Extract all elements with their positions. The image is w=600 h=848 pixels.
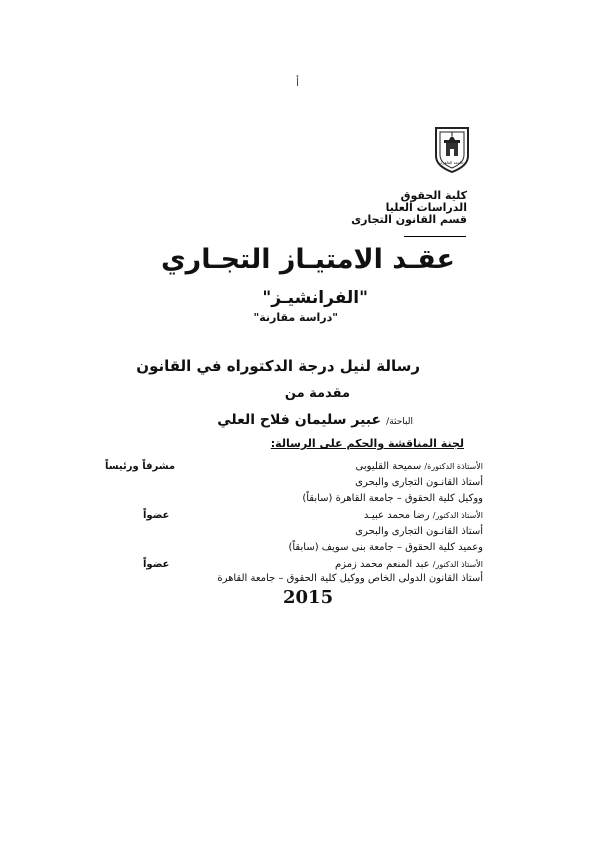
member-name: سميحة القليوبى xyxy=(355,461,422,472)
year: 2015 xyxy=(283,587,334,608)
university-emblem-icon xyxy=(432,126,472,174)
researcher-name: عبير سليمان فلاح العلي xyxy=(217,412,382,428)
graduate-studies: الدراسات العليا xyxy=(385,201,467,214)
submitted-by: مقدمة من xyxy=(284,386,350,401)
researcher-prefix: الباحثة/ xyxy=(386,417,413,427)
college-name: كلية الحقوق xyxy=(400,189,467,202)
committee-heading: لجنة المناقشة والحكم على الرسالة: xyxy=(270,437,464,450)
committee-member-name xyxy=(335,559,483,570)
member-detail: أستاذ القانـون التجارى والبحرى xyxy=(355,477,483,488)
member-title: الأستاذ الدكتور/ xyxy=(432,511,483,520)
member-title: الأستاذة الدكتورة/ xyxy=(424,462,483,471)
subtitle: "الفرانشيـز" xyxy=(262,288,368,308)
thesis-purpose: رسالة لنيل درجة الدكتوراه في القانون xyxy=(136,357,420,375)
member-role: مشرفاً ورئيساً xyxy=(105,461,176,472)
study-type: "دراسة مقارنة" xyxy=(253,311,338,324)
page-number: أ xyxy=(296,76,300,89)
member-detail: ووكيل كلية الحقوق – جامعة القاهرة (سابقاً) xyxy=(302,493,483,504)
member-role: عضواً xyxy=(143,510,170,521)
member-detail: وعميد كلية الحقوق – جامعة بنى سويف (سابقاً) xyxy=(288,542,483,553)
member-role: عضواً xyxy=(143,559,170,570)
researcher xyxy=(217,409,413,428)
member-name: عبد المنعم محمد زمزم xyxy=(334,559,430,570)
faculty-underline xyxy=(404,236,466,237)
faculty-block xyxy=(351,190,467,226)
committee-member-name xyxy=(356,461,483,472)
member-detail: أستاذ القانون الدولى الخاص ووكيل كلية الحقوق – جامعة القاهرة xyxy=(217,573,483,584)
member-name: رضا محمد عبيـد xyxy=(363,510,430,521)
main-title: عقـد الامتيـاز التجـاري xyxy=(160,244,455,275)
committee-member-name xyxy=(364,510,483,521)
department-name: قسم القانون التجارى xyxy=(351,213,467,226)
member-detail: أستاذ القانـون التجارى والبحرى xyxy=(355,526,483,537)
emblem-caption: جامعة القاهرة xyxy=(440,160,464,165)
member-title: الأستاذ الدكتور/ xyxy=(432,560,483,569)
